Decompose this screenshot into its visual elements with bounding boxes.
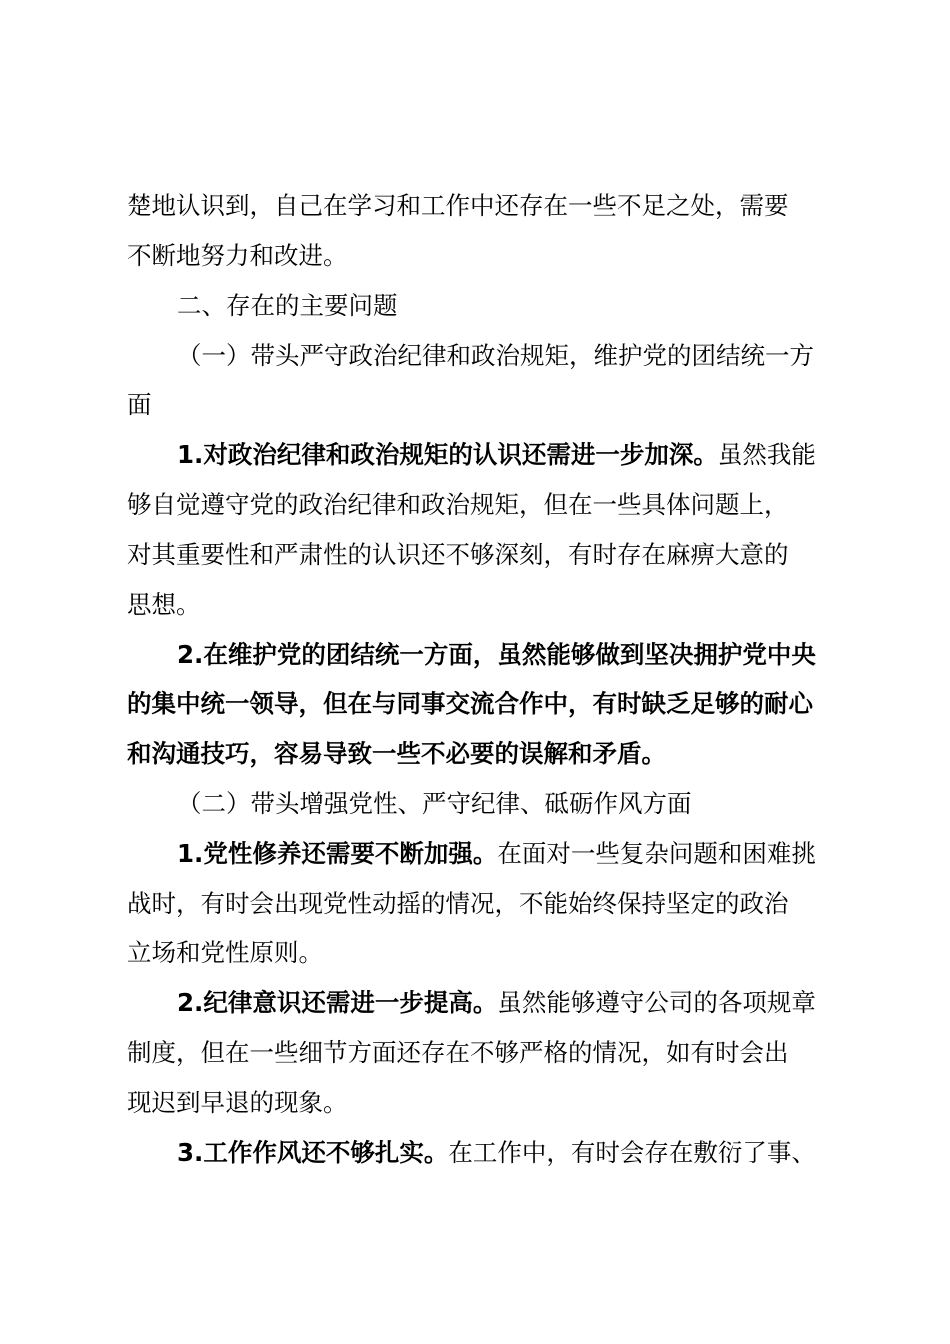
bold-line-text: 的集中统一领导，但在与同事交流合作中，有时缺乏足够的耐心 bbox=[127, 689, 813, 718]
body-text-line bbox=[127, 540, 789, 570]
body-text-line bbox=[127, 590, 201, 620]
line-text: 够自觉遵守党的政治纪律和政治规矩，但在一些具体问题上， bbox=[127, 490, 789, 519]
bold-item-title: 1.对政治纪律和政治规矩的认识还需进一步加深。 bbox=[177, 440, 718, 469]
bold-item-title: 2.在维护党的团结统一方面，虽然能够做到坚决拥护党中央 bbox=[177, 640, 816, 669]
body-text-line bbox=[127, 191, 789, 221]
subsection-heading-text: （一）带头严守政治纪律和政治规矩，维护党的团结统一方 bbox=[177, 341, 814, 370]
line-text: 战时，有时会出现党性动摇的情况，不能始终保持坚定的政治 bbox=[127, 889, 789, 918]
line-text: 虽然我能 bbox=[717, 440, 816, 469]
line-text: 楚地认识到，自己在学习和工作中还存在一些不足之处，需要 bbox=[127, 191, 789, 220]
body-text-line bbox=[127, 938, 323, 968]
body-text-line bbox=[177, 440, 816, 470]
line-text: 在面对一些复杂问题和困难挑 bbox=[497, 839, 816, 868]
body-text-line bbox=[127, 1088, 348, 1118]
subsection-heading-text: （二）带头增强党性、严守纪律、砥砺作风方面 bbox=[177, 789, 692, 818]
body-text-line bbox=[127, 241, 348, 271]
bold-line-text: 和沟通技巧，容易导致一些不必要的误解和矛盾。 bbox=[127, 739, 666, 768]
section-heading-text: 二、存在的主要问题 bbox=[177, 291, 398, 320]
line-text: 制度，但在一些细节方面还存在不够严格的情况，如有时会出 bbox=[127, 1038, 789, 1067]
body-text-line bbox=[127, 1038, 789, 1068]
line-text: 虽然能够遵守公司的各项规章 bbox=[497, 988, 816, 1017]
section-heading bbox=[177, 291, 398, 321]
body-text-line bbox=[127, 490, 789, 520]
subsection-heading bbox=[177, 341, 814, 371]
bold-item-title: 1.党性修养还需要不断加强。 bbox=[177, 839, 498, 868]
body-text-line bbox=[177, 640, 816, 670]
body-text-line bbox=[127, 739, 666, 769]
subsection-heading bbox=[177, 789, 692, 819]
body-text-line bbox=[177, 1138, 816, 1168]
line-text: 在工作中，有时会存在敷衍了事、 bbox=[448, 1138, 816, 1167]
body-text-line bbox=[127, 889, 789, 919]
body-text-line bbox=[177, 988, 816, 1018]
subsection-heading-continued bbox=[127, 390, 152, 420]
line-text: 不断地努力和改进。 bbox=[127, 241, 348, 270]
body-text-line bbox=[177, 839, 816, 869]
line-text: 思想。 bbox=[127, 590, 201, 619]
subsection-heading-text: 面 bbox=[127, 390, 152, 419]
bold-item-title: 2.纪律意识还需进一步提高。 bbox=[177, 988, 498, 1017]
line-text: 现迟到早退的现象。 bbox=[127, 1088, 348, 1117]
bold-item-title: 3.工作作风还不够扎实。 bbox=[177, 1138, 449, 1167]
line-text: 对其重要性和严肃性的认识还不够深刻，有时存在麻痹大意的 bbox=[127, 540, 789, 569]
line-text: 立场和党性原则。 bbox=[127, 938, 323, 967]
body-text-line bbox=[127, 689, 813, 719]
